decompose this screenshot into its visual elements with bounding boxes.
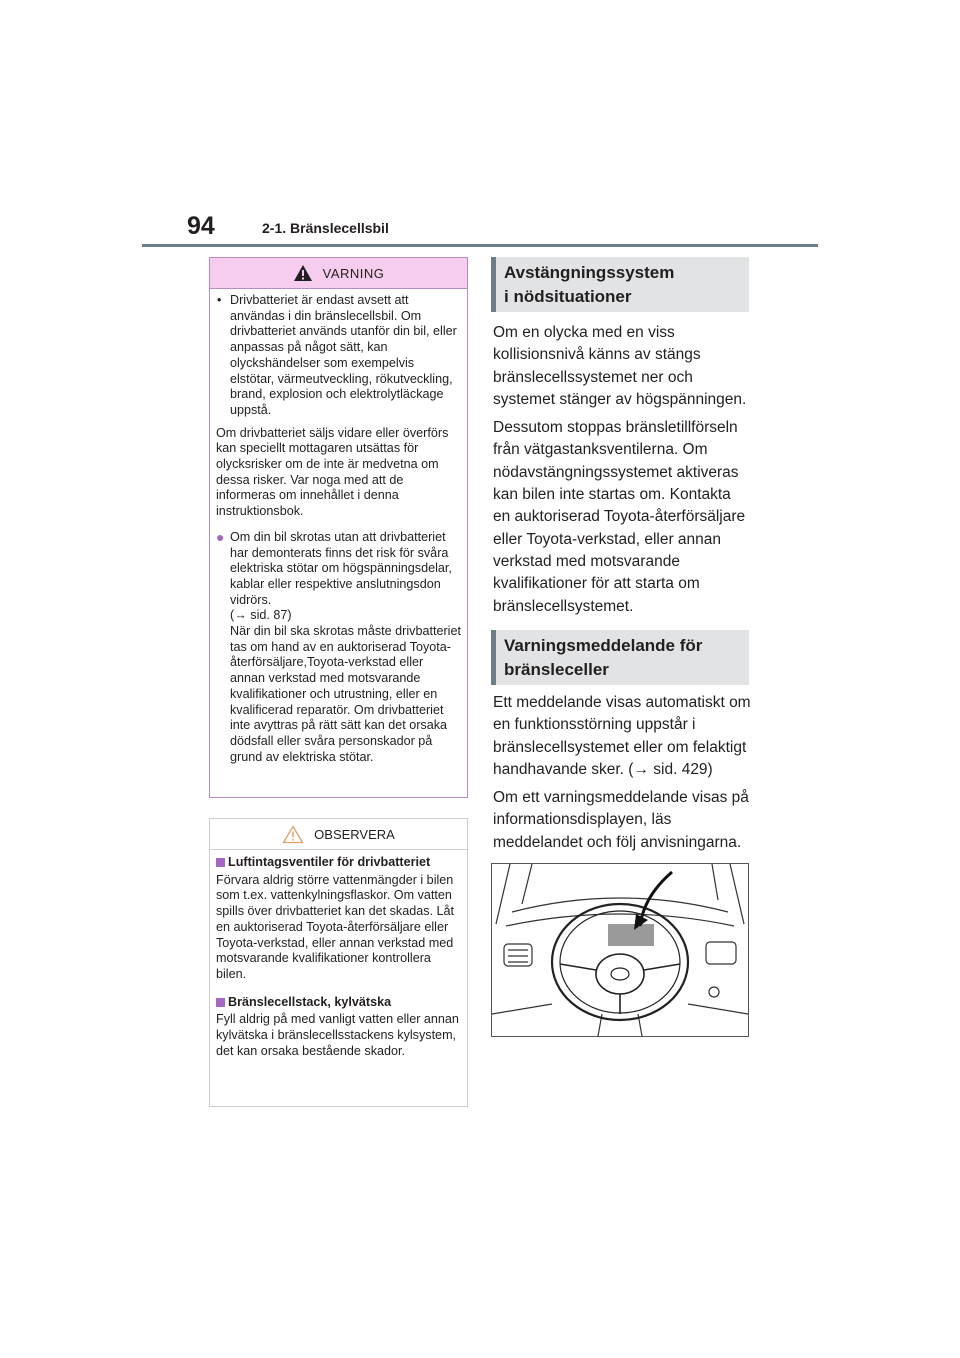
square-bullet-icon [216,998,225,1007]
notice-box [209,818,468,1107]
notice-text-1: Förvara aldrig större vattenmängder i bilen som t.ex. vattenkylningsflaskor. Om vatten spills över drivbatteriet kan det skadas. Låt en auktoriserad Toyota-återförsäljare eller Toyota-verkstad, eller annan verkstad med motsvarande kvalifikationer kontrollera bilen. [216,872,455,981]
emergency-shutoff-text [493,322,751,624]
bullet-mark: • [217,293,222,307]
heading-emergency-shutoff: Avstängningssystem i nödsituationer [491,257,749,312]
circle-bullet-icon: ● [216,528,225,545]
warning-box [209,257,468,798]
warning-bullet-item [216,293,461,419]
notice-body [210,850,467,1059]
warning-circle-item [216,530,461,766]
warning-triangle-icon [293,264,313,282]
paragraph: Ett meddelande visas automatiskt om en funktionsstörning uppstår i bränslecellsystemet eller om felaktigt handhavande sker. (→ sid. 429) [493,694,751,778]
steering-wheel-drawing [492,864,748,1036]
notice-subheading-2: Bränslecellstack, kylvätska [216,995,461,1011]
paragraph: Om en olycka med en viss kollisionsnivå känns av stängs bränslecellssystemet ner och systemet stänger av högspänningen. [493,324,747,408]
heading-fuel-cell-warning: Varningsmeddelande för bränsleceller [491,630,749,685]
caution-triangle-icon [282,825,304,844]
warning-bullet-text: Drivbatteriet är endast avsett att användas i din bränslecellsbil. Om drivbatteriet används utanför din bil, eller anpassas på något sätt, kan olyckshändelser som exempelvis elstötar, värmeutveckling, rökutveckling, brand, explosion och elektrolytläckage uppstå. [230,293,457,417]
notice-header [210,819,467,850]
header-rule [142,244,818,247]
page-number: 94 [187,212,215,240]
paragraph: Dessutom stoppas bränsletillförseln från vätgastanksventilerna. Om nödavstängningssystemet aktiveras kan bilen inte startas om. Kontakta en auktoriserad Toyota-återförsäljare eller Toyota-verkstad, eller annan verkstad med motsvarande kvalifikationer för att starta om bränslecellsystemet. [493,419,746,615]
warning-circle-text-1: Om din bil skrotas utan att drivbatteriet har demonterats finns det risk för svåra elektriska stötar om högspänningsdelar, kablar eller respektive anslutningsdon vidrörs. [230,529,452,607]
warning-title: VARNING [322,265,385,281]
fuel-cell-warning-text [493,692,751,860]
warning-paragraph: Om drivbatteriet säljs vidare eller överförs kan speciellt mottagaren utsättas för olycksrisker om de inte är medvetna om dessa risker. Var noga med att de informeras om innehållet i denna instruktionsbok. [216,425,449,519]
paragraph: Om ett varningsmeddelande visas på informationsdisplayen, läs meddelandet och följ anvisningarna. [493,789,749,851]
warning-header [210,258,467,289]
square-bullet-icon [216,858,225,867]
notice-text-2: Fyll aldrig på med vanligt vatten eller annan kylvätska i bränslecellsstackens kylsystem, det kan orsaka bestående skador. [216,1012,459,1058]
section-title: 2-1. Bränslecellsbil [262,220,389,236]
warning-circle-text-2: När din bil ska skrotas måste drivbatteriet tas om hand av en auktoriserad Toyota-återförsäljare,Toyota-verkstad eller annan verkstad med motsvarande kvalifikationer och utrustning, eller en kvalificerad reparatör. Om drivbatteriet inte avyttras på rätt sätt kan det orsaka dödsfall eller svåra personskador på grund av elektriska stötar. [230,624,461,764]
dashboard-illustration [491,863,749,1037]
notice-title: OBSERVERA [314,826,395,842]
notice-subheading-1: Luftintagsventiler för drivbatteriet [216,855,461,871]
page-reference-link[interactable]: (→ sid. 87) [230,608,292,623]
warning-body [210,289,467,765]
